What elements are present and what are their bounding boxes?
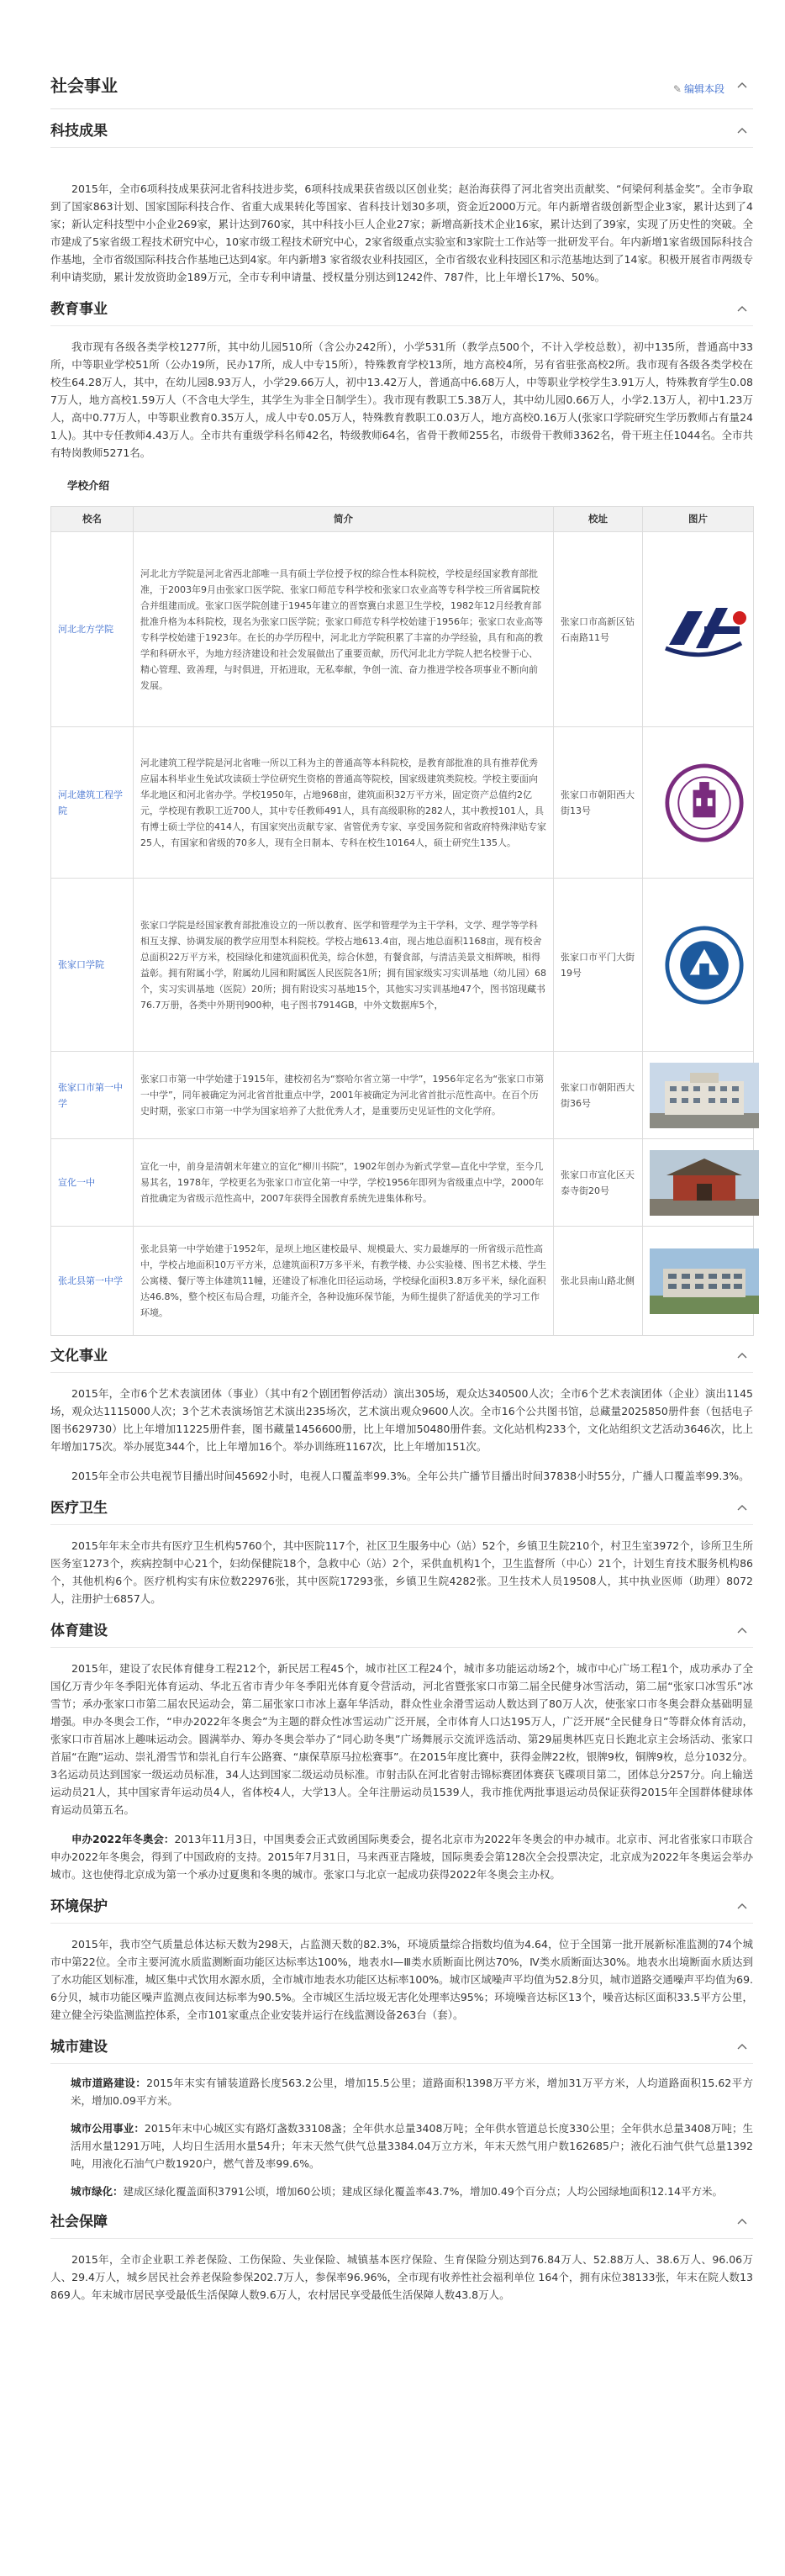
city-road-text xyxy=(50,2074,753,2109)
section-header-environment xyxy=(50,1892,753,1924)
table-row xyxy=(51,727,754,879)
edit-section-button[interactable] xyxy=(673,81,724,98)
school-image-cell xyxy=(643,1139,754,1227)
section-header-security xyxy=(50,2207,753,2239)
chevron-up-icon[interactable] xyxy=(736,124,748,136)
school-image-cell xyxy=(643,727,754,879)
section-text-sports-bid xyxy=(50,1830,753,1883)
school-address: 张家口市平门大街19号 xyxy=(554,879,643,1052)
table-row xyxy=(51,1052,754,1139)
col-header-image: 图片 xyxy=(643,507,754,532)
schools-table xyxy=(50,506,754,1336)
school-address: 张家口市朝阳西大街13号 xyxy=(554,727,643,879)
school-address: 张家口市宣化区天泰寺街20号 xyxy=(554,1139,643,1227)
section-text-tech: 2015年，全市6项科技成果获河北省科技进步奖，6项科技成果获省级以区创业奖；赵治海获得了河北省突出贡献奖、“何梁何利基金奖”。全市争取到了国家863计划、国家国际科技合作、省重大成果转化等国家、省科技计划30多项，资金近2000万元。年内新增省级创新型企业3家，累计达到了4家；新认定科技型中小企业269家，累计达到760家，其中科技小巨人企业27家；新增高新技术企业16家，累计达到了39家，实现了历史性的突破。全市建成了5家省级工程技术研究中心，10家市级工程技术研究中心，2家省级重点实验室和3家院士工作站等一批研发平台。年内新增1家省级国际科技合作基地，全市省级国际科技合作基地已达到4家。年内新增3 家省级农业科技园区，全市省级农业科技园区和示范基地达到了14家。积极开展省市两级专利申请奖励，累计发放资助金189万元，全市专利申请量、授权量分别达到1242件、787件，比上年增长17%、50%。 xyxy=(50,182,754,283)
table-row xyxy=(51,532,754,727)
chevron-up-icon[interactable] xyxy=(736,2215,748,2227)
edit-label: 编辑本段 xyxy=(683,83,724,95)
section-title: 文化事业 xyxy=(50,1348,108,1365)
page-title: 社会事业 xyxy=(50,76,118,96)
section-text-culture-2: 2015年全市公共电视节目播出时间45692小时，电视人口覆盖率99.3%。全年公共广播节目播出时间37838小时55分，广播人口覆盖率99.3%。 xyxy=(71,1470,750,1482)
section-text-security: 2015年，全市企业职工养老保险、工伤保险、失业保险、城镇基本医疗保险、生育保险分别达到76.84万人、52.88万人、38.6万人、96.06万人、29.4万人，城乡居民社会养老保险参保202.7万人，参保率96.96%，全市现有收养性社会福利单位 164个，拥有床位38133张，年末在院人数13869人。年末城市居民享受最低生活保障人数9.6万人，农村居民享受最低生活保障人数43.8万人。 xyxy=(50,2253,753,2301)
section-title: 环境保护 xyxy=(50,1898,108,1915)
section-text-culture-1: 2015年，全市6个艺术表演团体（事业）（其中有2个剧团暂停活动）演出305场，观众达340500人次；全市6个艺术表演团体（企业）演出1145场，观众达1115000人次；3个艺术表演场馆艺术演出235场次，艺术演出观众9600人次。全市16个公共图书馆，总藏量2025850册件套（包括电子图书629730）比上年增加11225册件套，图书藏量1456600册，比上年增加50480册件套。文化站机构233个，文化站组织文艺活动3646次，比上年增加175次。举办展览344个，比上年增加16个。举办训练班1167次，比上年增加151次。 xyxy=(50,1387,753,1453)
utility-text: 2015年末中心城区实有路灯盏数33108盏；全年供水总量3408万吨；全年供水管道总长度330公里；全年供水总量3408万吨；生活用水量1291万吨，人均日生活用水量54升；年末天然气供气总量3384.04万立方米，年末天然气用户数162685户；液化石油气供气总量1392吨，用液化石油气户数1920户，燃气普及率99.6%。 xyxy=(71,2122,753,2170)
col-header-address: 校址 xyxy=(554,507,643,532)
zhangbei-photo[interactable] xyxy=(650,1248,759,1314)
bid-label: 申办2022年冬奥会： xyxy=(71,1833,175,1845)
green-text: 建成区绿化覆盖面积3791公顷，增加60公顷；建成区绿化覆盖率43.7%，增加0.49个百分点；人均公园绿地面积12.14平方米。 xyxy=(123,2185,724,2198)
school-image-cell xyxy=(643,532,754,727)
school-intro: 张家口市第一中学始建于1915年，建校初名为“察哈尔省立第一中学”，1956年定名为“张家口市第一中学”，同年被确定为河北省首批重点中学，2001年被确定为河北省首批示范性高中。在百个历史时期，张家口市第一中学为国家培养了大批优秀人才，是重要历史见证性的文化学府。 xyxy=(134,1052,554,1139)
section-header-city xyxy=(50,2032,753,2064)
school-address: 张家口市朝阳西大街36号 xyxy=(554,1052,643,1139)
school-intro: 河北北方学院是河北省西北部唯一具有硕士学位授予权的综合性本科院校，学校是经国家教育部批准，于2003年9月由张家口医学院、张家口师范专科学校和张家口农业高等专科学校三所省属院校合并组建而成。张家口医学院创建于1945年建立的晋察冀白求恩卫生学校，1982年12月经教育部批准升格为本科院校，现名为张家口医学院；张家口师范专科学校始建于1956年；张家口农业高等专科学校始建于1923年。在长的办学历程中，河北北方学院积累了丰富的办学经验，具有和高的教学和科研水平，为地方经济建设和社会发展做出了重要贡献，历代河北北方学院人把名校誉于心、精心管理、致善理，与时俱进，开拓进取，无私奉献，争创一流、奋力推进学校各项事业不断向前发展。 xyxy=(134,532,554,727)
school-intro: 张家口学院是经国家教育部批准设立的一所以教育、医学和管理学为主干学科，文学、理学等学科相互支撑、协调发展的教学应用型本科院校。学校占地613.4亩，现占地总面积1168亩，现有校舍总面积22万平方米，校园绿化和建筑面积优美，综合休憩，有餐食部，与清洁美景文相辉映，相得益彰。拥有附属小学，附属幼儿园和附属医人民医院各1所；拥有国家级实习实训基地（幼儿园）68个，实习实训基地（医院）20所；拥有附设实习基地15个，其他实习实训基地47个，图书馆现藏书76.7万册，各类中外期刊900种，电子图书7914GB，中外文数据库5个， xyxy=(134,879,554,1052)
school-image-cell xyxy=(643,1052,754,1139)
chevron-up-icon[interactable] xyxy=(736,79,748,91)
section-header-tech xyxy=(50,116,753,148)
chevron-up-icon[interactable] xyxy=(736,303,748,314)
section-title: 教育事业 xyxy=(50,301,108,318)
no1-school-photo[interactable] xyxy=(650,1063,759,1128)
road-text: 2015年末实有铺装道路长度563.2公里，增加15.5公里；道路面积1398万平方米，增加31万平方米，人均道路面积15.62平方米，增加0.09平方米。 xyxy=(71,2077,753,2107)
section-text-sports: 2015年，建设了农民体育健身工程212个，新民居工程45个，城市社区工程24个，城市多功能运动场2个，城市中心广场工程1个，成功承办了全国亿万青少年冬季阳光体育运动、华北五省市青少年冬季阳光体育夏令营活动，河北省暨张家口市第二届全民健身冰雪活动，第二届“张家口冰雪乐”冰雪节；承办张家口市第二届农民运动会，第二届张家口市冰上嘉年华活动，群众性业余滑雪运动人数达到了80万人次，使张家口市冬奥会群众基础明显增强。申办冬奥会工作，“申办2022年冬奥会”为主题的群众性冰雪运动广泛开展，全市体育人口达195万人，广泛开展“全民健身日”等群众体育活动，张家口市首届冰上趣味运动会。圆满举办、筹办冬奥会举办了“同心助冬奥”广场舞展示交流评选活动、第29届奥林匹克日长跑北京主会场活动、张家口首届“在跑”运动、崇礼滑雪节和崇礼自行车公路赛、“康保草原马拉松赛事”。在2015年度比赛中，获得金牌22枚，银牌9枚，铜牌9枚，总分1032分。3名运动员达到国家一级运动员标准，34人达到国家二级运动员标准。市射击队在河北省射击锦标赛团体赛获飞碟项目第二，团体总分257分。向上输送运动员21人，其中国家青年运动员4人，省体校4人，大学13人。全年注册运动员1539人，我市推优两批事退运动员保证获得2015年全国群体健球体育运动员第五名。 xyxy=(50,1662,753,1816)
chevron-up-icon[interactable] xyxy=(736,1900,748,1912)
section-title: 科技成果 xyxy=(50,123,108,140)
school-intro: 河北建筑工程学院是河北省唯一所以工科为主的普通高等本科院校，是教育部批准的具有推荐优秀应届本科毕业生免试攻读硕士学位研究生资格的普通高等院校，国家级建筑类院校。学校主要面向华北地区和河北省办学。学校1950年，占地968亩，建筑面积32万平方米，固定资产总值约2亿元，学校现有教职工近700人，其中专任教师491人，具有高级职称的282人，其中教授101人，具有博士硕士学位的414人，有国家突出贡献专家、省管优秀专家、享受国务院和省政府特殊津贴专家25人，有国家和省级的70多人，现有全日制本、专科在校生10164人，硕士研究生135人。 xyxy=(134,727,554,879)
school-address: 张北县南山路北侧 xyxy=(554,1227,643,1336)
table-row xyxy=(51,1139,754,1227)
section-header-culture xyxy=(50,1341,753,1373)
school-name-link[interactable]: 张北县第一中学 xyxy=(51,1227,134,1336)
green-label: 城市绿化： xyxy=(71,2185,124,2198)
xuanhua-photo[interactable] xyxy=(650,1150,759,1216)
school-name-link[interactable]: 河北北方学院 xyxy=(51,532,134,727)
pencil-icon: ✎ xyxy=(672,83,682,95)
road-label: 城市道路建设： xyxy=(71,2077,147,2089)
section-text-health: 2015年年末全市共有医疗卫生机构5760个，其中医院117个，社区卫生服务中心（站）52个，乡镇卫生院210个，村卫生室3972个，诊所卫生所医务室1273个，疾病控制中心21个，妇幼保健院18个，急救中心（站）2个，采供血机构1个，卫生监督所（中心）21个，计划生育技术服务机构86个，其他机构6个。医疗机构实有床位数22976张，其中医院17293张，乡镇卫生院4282张。卫生技术人员19508人，其中执业医师（助理）8072人，注册护士6857人。 xyxy=(50,1539,753,1605)
table-row xyxy=(51,879,754,1052)
chevron-up-icon[interactable] xyxy=(736,1624,748,1636)
school-name-link[interactable]: 张家口市第一中学 xyxy=(51,1052,134,1139)
chevron-up-icon[interactable] xyxy=(736,1502,748,1513)
section-title: 体育建设 xyxy=(50,1623,108,1639)
city-green-text xyxy=(50,2183,753,2200)
bid-text: 2013年11月3日，中国奥委会正式致函国际奥委会，提名北京市为2022年冬奥会的申办城市。北京市、河北省张家口市联合申办2022年冬奥会，得到了中国政府的支持。2015年7月31日，马来西亚吉隆坡，国际奥委会第128次全会投票决定，北京成为2022年冬奥运会举办城市。这也使得北京成为第一个承办过夏奥和冬奥的城市。张家口与北京一起成功获得2022年冬奥会主办权。 xyxy=(50,1833,754,1881)
school-image-cell xyxy=(643,1227,754,1336)
chevron-up-icon[interactable] xyxy=(736,2040,748,2052)
col-header-intro: 简介 xyxy=(134,507,554,532)
school-name-link[interactable]: 河北建筑工程学院 xyxy=(51,727,134,879)
main-section-header xyxy=(50,0,753,109)
school-image-cell xyxy=(643,879,754,1052)
table-header-row xyxy=(51,507,754,532)
section-header-health xyxy=(50,1493,753,1525)
section-header-sports xyxy=(50,1616,753,1648)
school-intro-label: 学校介绍 xyxy=(67,479,110,492)
school-address: 张家口市高新区钻石南路11号 xyxy=(554,532,643,727)
school-intro: 张北县第一中学始建于1952年，是坝上地区建校最早、规模最大、实力最雄厚的一所省级示范性高中，学校占地面积10万平方米，总建筑面积7万多平米，有教学楼、办公实验楼、图书艺术楼、学生公寓楼、餐厅等主体建筑11幢，还建设了标准化田径运动场，学校绿化面积3.8万多平米，绿化面积达46.8%，整个校区布局合理，功能齐全，各种设施环保节能，为师生提供了舒适优美的学习工作环境。 xyxy=(134,1227,554,1336)
chevron-up-icon[interactable] xyxy=(736,1349,748,1361)
section-text-environment: 2015年，我市空气质量总体达标天数为298天，占监测天数的82.3%，环境质量综合指数均值为4.64，位于全国第一批开展新标准监测的74个城市中第22位。全市主要河流水质监测断面功能区达标率达100%，地表水Ⅰ—Ⅲ类水质断面比例达70%，Ⅳ类水质断面达30%。地表水出境断面水质达到了水功能区划标准，城区集中式饮用水源水质，全市城市地表水功能区达标率100%。城市区域噪声平均值为52.8分贝，城市道路交通噪声平均值为69.6分贝，城市功能区噪声监测点夜间达标率为90.5%。全市城区生活垃圾无害化处理率达95%；环境噪音达标区13个，噪音达标区面积33.5平方公里，建立健全污染监测监控体系，全市101家重点企业安装并运行在线监测设备263台（套）。 xyxy=(50,1938,753,2021)
hbnu-logo[interactable] xyxy=(650,594,759,666)
table-row xyxy=(51,1227,754,1336)
col-header-name: 校名 xyxy=(51,507,134,532)
hbjz-seal[interactable] xyxy=(650,767,759,839)
section-header-edu xyxy=(50,294,753,326)
school-intro: 宣化一中，前身是清朝末年建立的宣化“柳川书院”，1902年创办为新式学堂—直化中学堂，至今几易其名，1978年，学校更名为张家口市宣化第一中学，学校1956年即列为省级重点中学，2000年首批确定为省级示范性高中，2007年获得全国教育系统先进集体称号。 xyxy=(134,1139,554,1227)
section-title: 城市建设 xyxy=(50,2039,108,2056)
section-title: 社会保障 xyxy=(50,2214,108,2230)
section-title: 医疗卫生 xyxy=(50,1500,108,1517)
city-utility-text xyxy=(50,2119,753,2172)
school-name-link[interactable]: 张家口学院 xyxy=(51,879,134,1052)
section-text-edu: 我市现有各级各类学校1277所，其中幼儿园510所（含公办242所），小学531所（教学点500个，不计入学校总数），初中135所，普通高中33所，中等职业学校51所（公办19所，民办17所，成人中专15所），特殊教育学校13所，地方高校4所，另有省驻张高校2所。我市现有各级各类学校在校生64.28万人，其中，在幼儿园8.93万人，小学29.66万人，初中13.42万人，普通高中6.68万人，中等职业学校学生3.91万人，特殊教育学生0.087万人，地方高校1.59万人（不含电大学生，其学生为非全日制学生）。我市现有教职工5.38万人，其中幼儿园0.66万人，小学2.13万人，初中1.23万人，高中0.77万人，中等职业教育0.35万人，成人中专0.05万人，特殊教育教职工0.03万人，地方高校0.16万人(张家口学院研究生学历教师占有量241人)。其中专任教师4.43万人。全市共有重级学科名师42名，特级教师64名，省骨干教师255名，市级骨干教师3362名，骨干班主任1044名。全市共有特岗教师5271名。 xyxy=(50,340,753,459)
utility-label: 城市公用事业： xyxy=(71,2122,145,2135)
zjk-seal[interactable] xyxy=(650,929,759,1001)
school-name-link[interactable]: 宣化一中 xyxy=(51,1139,134,1227)
